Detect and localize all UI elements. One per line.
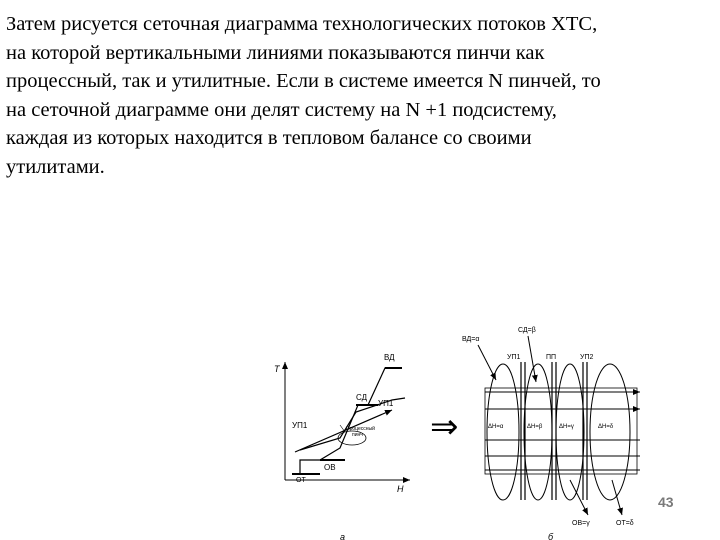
label-up1: УП1 xyxy=(507,354,521,361)
page-number: 43 xyxy=(658,494,674,510)
y-axis-label: T xyxy=(274,364,280,374)
label-pp: ПП xyxy=(546,354,557,361)
label-ov: ОВ xyxy=(324,463,336,472)
subsystem-1 xyxy=(487,364,519,500)
subsystem-label-4: ΔH=δ xyxy=(598,424,614,430)
label-up2: УП2 xyxy=(580,354,594,361)
label-process-pinch-2: пинч xyxy=(352,432,363,438)
label-ov-gamma: ОВ=γ xyxy=(572,520,590,527)
implication-arrow: ⇒ xyxy=(430,408,459,446)
grid-frame xyxy=(485,388,637,474)
label-ot-delta: ОТ=δ xyxy=(616,520,634,527)
paragraph-line-4: на сеточной диаграмме они делят систему на N +1 подсистему, xyxy=(6,98,557,121)
label-vd: ВД xyxy=(384,353,395,362)
subsystem-label-2: ΔH=β xyxy=(527,424,543,430)
label-process-pinch-1: Процессный xyxy=(346,426,375,432)
x-axis-label: H xyxy=(397,484,404,494)
composite-curves-diagram xyxy=(274,353,410,540)
arrow-ot xyxy=(612,480,622,515)
heat-flow-arrow xyxy=(295,410,392,452)
label-ut1-left: УП1 xyxy=(292,421,308,430)
subsystem-label-3: ΔH=γ xyxy=(559,424,574,430)
grid-diagram xyxy=(462,327,640,540)
label-ot: ОТ xyxy=(296,477,306,484)
paragraph-line-1: Затем рисуется сеточная диаграмма технологических потоков ХТС, xyxy=(6,13,598,35)
paragraph-line-6: утилитами. xyxy=(6,155,105,178)
subsystem-3 xyxy=(556,364,584,500)
paragraph-line-3: процессный, так и утилитные. Если в системе имеется N пинчей, то xyxy=(6,70,601,93)
subsystem-label-1: ΔH=α xyxy=(488,424,504,430)
subsystem-2 xyxy=(524,364,552,500)
subsystem-4 xyxy=(590,364,630,500)
label-vd-alpha: ВД=α xyxy=(462,336,480,343)
label-sd-beta: СД=β xyxy=(518,327,536,334)
label-sd: СД xyxy=(356,393,368,402)
label-ut1-right: УП1 xyxy=(378,399,394,408)
arrow-vd xyxy=(478,345,496,380)
paragraph-line-2: на которой вертикальными линиями показываются пинчи как xyxy=(6,41,545,64)
paragraph-line-5: каждая из которых находится в тепловом балансе со своими xyxy=(6,127,532,150)
cold-composite-curve xyxy=(292,368,402,474)
caption-a: а xyxy=(340,532,346,540)
arrow-sd xyxy=(528,336,536,382)
caption-b: б xyxy=(548,532,554,540)
